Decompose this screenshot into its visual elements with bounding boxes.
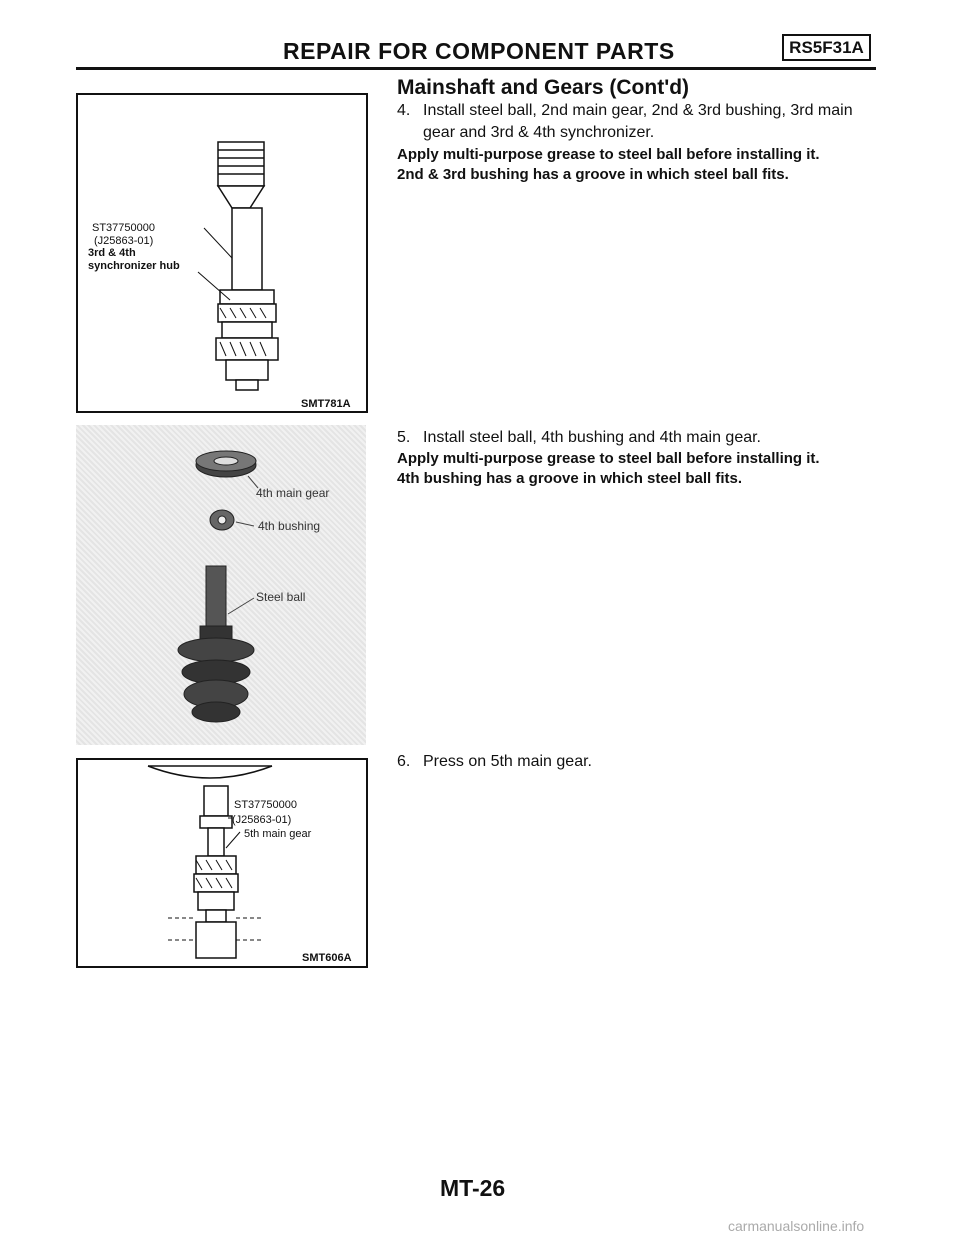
- figure-3-code: SMT606A: [302, 952, 352, 964]
- figure-3-callouts: [232, 799, 311, 841]
- callout-tool-number: ST37750000: [92, 222, 155, 234]
- callout-tool-number-alt: (J25863-01): [232, 813, 292, 826]
- step-number: 5.: [397, 429, 411, 446]
- step-text: Press on 5th main gear.: [423, 753, 592, 770]
- callout-tool-number-alt: (J25863-01): [94, 234, 154, 247]
- photo-callout-4th-bushing: 4th bushing: [258, 519, 321, 533]
- note: Apply multi-purpose grease to steel ball before installing it.: [397, 450, 820, 467]
- model-badge: RS5F31A: [782, 34, 871, 61]
- note: 2nd & 3rd bushing has a groove in which steel ball fits.: [397, 166, 789, 184]
- watermark: carmanualsonline.info: [728, 1218, 865, 1234]
- step-text-cont: gear and 3rd & 4th synchronizer.: [423, 123, 655, 141]
- step-number: 6.: [397, 753, 411, 770]
- callout-part: synchronizer hub: [88, 259, 180, 272]
- note: 4th bushing has a groove in which steel ball fits.: [397, 470, 743, 488]
- callout-tool-number: ST37750000: [234, 799, 297, 811]
- step-number: 4.: [397, 102, 411, 119]
- step-text: Install steel ball, 2nd main gear, 2nd & 3rd bushing, 3rd main: [423, 102, 853, 119]
- photo-callout-steel-ball: Steel ball: [256, 590, 306, 604]
- note: Apply multi-purpose grease to steel ball before installing it.: [397, 146, 820, 163]
- page-header-title: REPAIR FOR COMPONENT PARTS: [283, 38, 675, 64]
- step-text: Install steel ball, 4th bushing and 4th main gear.: [423, 429, 761, 446]
- callout-part: 3rd & 4th: [88, 247, 136, 260]
- page-number: MT-26: [440, 1175, 506, 1201]
- photo-callout-4th-main-gear: 4th main gear: [256, 486, 330, 500]
- section-title: Mainshaft and Gears (Cont'd): [397, 76, 690, 99]
- callout-part: 5th main gear: [244, 828, 312, 841]
- figure-1-code: SMT781A: [301, 398, 351, 410]
